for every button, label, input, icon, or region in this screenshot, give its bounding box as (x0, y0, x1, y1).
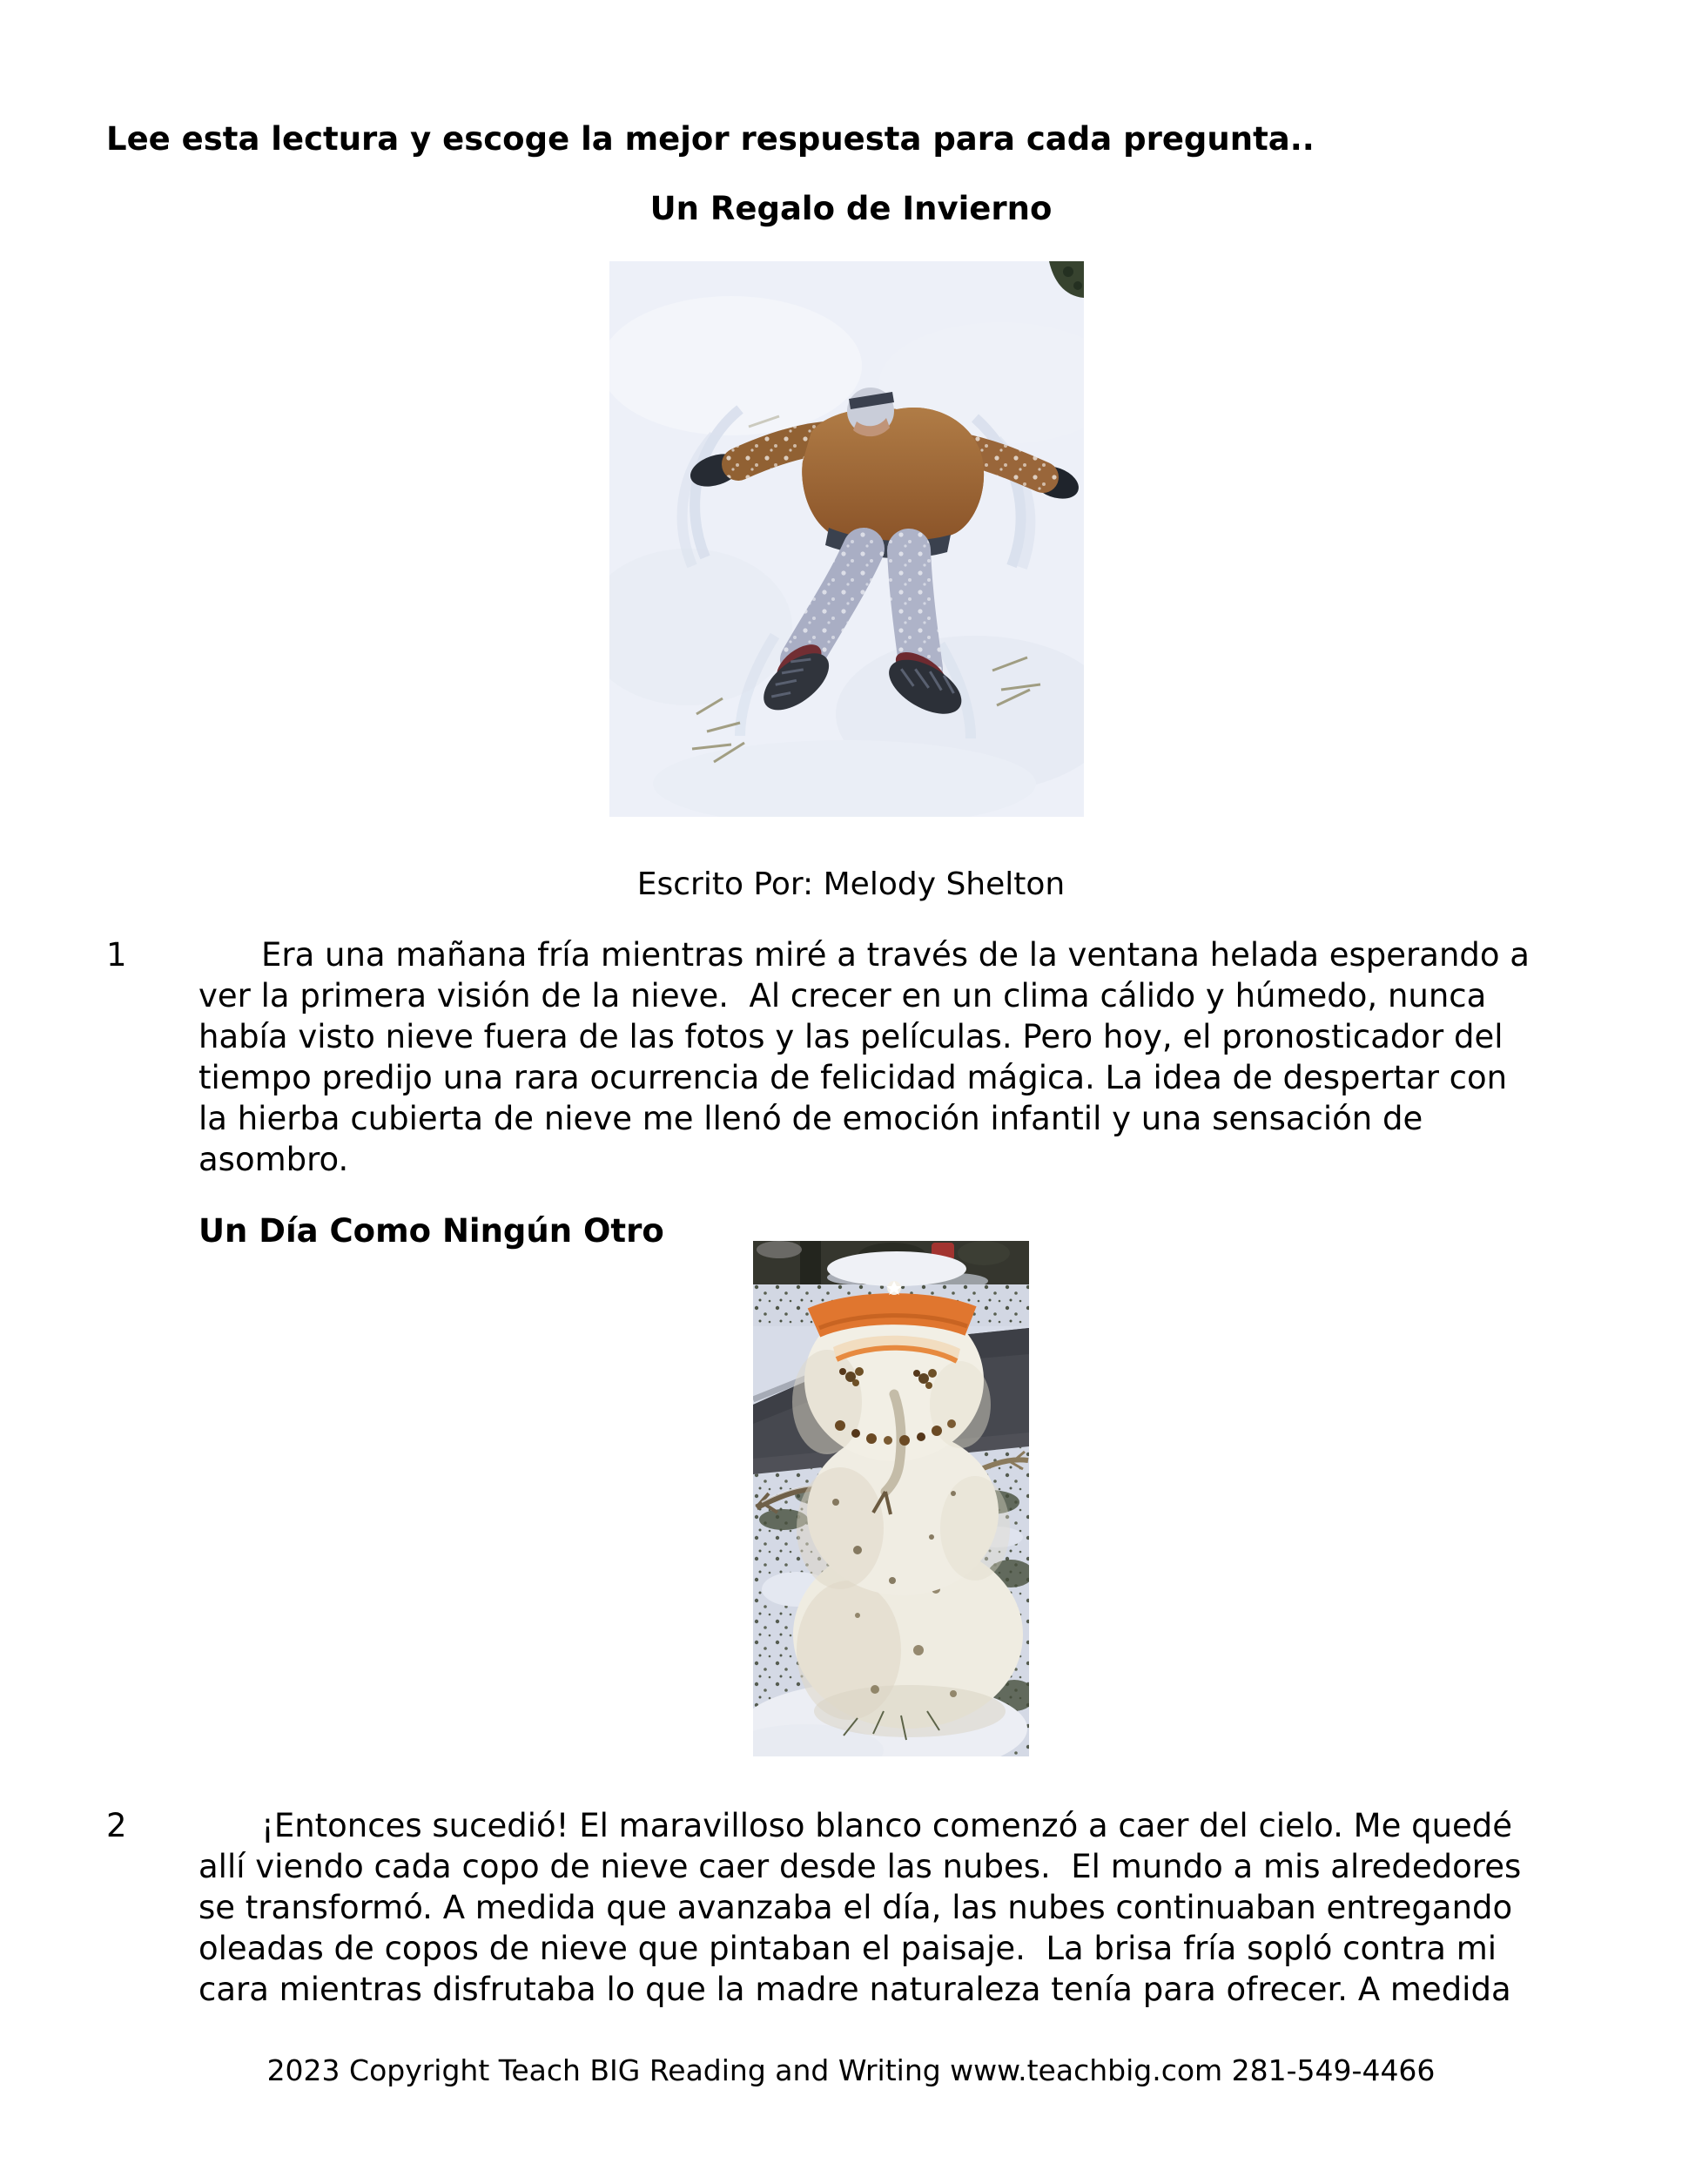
instruction-heading: Lee esta lectura y escoge la mejor respuesta para cada pregunta.. (106, 120, 1315, 158)
paragraph-line: asombro. (198, 1141, 349, 1178)
paragraph-line: tiempo predijo una rara ocurrencia de felicidad mágica. La idea de despertar con (198, 1059, 1508, 1096)
paragraph-line: Era una mañana fría mientras miré a través de la ventana helada esperando a (261, 936, 1530, 974)
snowman-photo (753, 1241, 1029, 1756)
footer-copyright: 2023 Copyright Teach BIG Reading and Writing www.teachbig.com 281-549-4466 (266, 2053, 1436, 2087)
section-heading: Un Día Como Ningún Otro (198, 1212, 664, 1250)
snow-angel-photo-graphic (609, 261, 1084, 817)
paragraph-line: ¡Entonces sucedió! El maravilloso blanco comenzó a caer del cielo. Me quedé (261, 1807, 1513, 1844)
paragraph-text (198, 1805, 1521, 2010)
snowman-photo-graphic (753, 1241, 1029, 1756)
passage-title: Un Regalo de Invierno (649, 190, 1053, 227)
orange-cap (814, 1251, 971, 1363)
byline: Escrito Por: Melody Shelton (636, 866, 1066, 902)
paragraph-text (198, 934, 1530, 1180)
paragraph-line: ver la primera visión de la nieve. Al crecer en un clima cálido y húmedo, nunca (198, 977, 1487, 1014)
snow-angel-photo (609, 261, 1084, 817)
paragraph-line: la hierba cubierta de nieve me llenó de emoción infantil y una sensación de (198, 1100, 1423, 1137)
paragraph-line: oleadas de copos de nieve que pintaban el paisaje. La brisa fría sopló contra mi (198, 1930, 1497, 1967)
paragraph-number: 2 (106, 1807, 127, 1844)
paragraph-line: había visto nieve fuera de las fotos y las películas. Pero hoy, el pronosticador del (198, 1018, 1504, 1055)
paragraph-line: allí viendo cada copo de nieve caer desde las nubes. El mundo a mis alrededores (198, 1848, 1522, 1885)
paragraph-line: se transformó. A medida que avanzaba el día, las nubes continuaban entregando (198, 1889, 1513, 1926)
paragraph-line: cara mientras disfrutaba lo que la madre naturaleza tenía para ofrecer. A medida (198, 1971, 1511, 2008)
paragraph-number: 1 (106, 936, 127, 974)
